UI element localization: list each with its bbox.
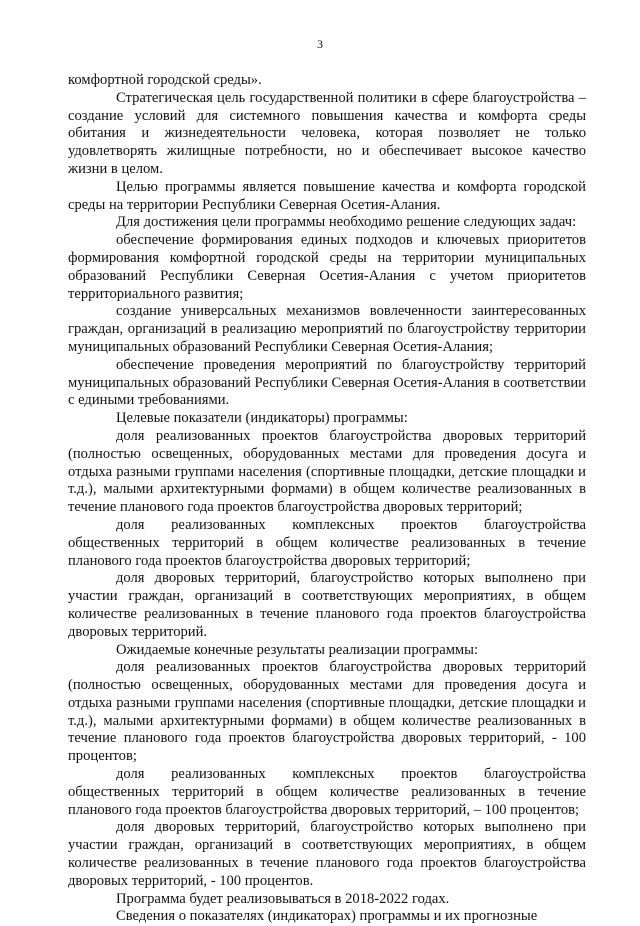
paragraph-task-1: обеспечение формирования единых подходов и ключевых приоритетов формирования комфортной городской среды на территории муниципальных образований Республики Северная Осетия-Алания с учетом приоритетов территориального развития; [68,232,586,302]
paragraph-indicator-3: доля дворовых территорий, благоустройство которых выполнено при участии граждан, организаций в соответствующих мероприятиях, в общем количестве реализованных в течение планового года проектов благоустройства дворовых территорий. [68,570,586,640]
page-number: 3 [317,37,323,51]
paragraph-result-2: доля реализованных комплексных проектов благоустройства общественных территорий в общем количестве реализованных в течение планового года проектов благоустройства дворовых территорий, – 100 процентов; [68,766,586,818]
paragraph-continuation: комфортной городской среды». [68,72,262,88]
paragraph-program-goal: Целью программы является повышение качества и комфорта городской среды на территории Республики Северная Осетия-Алания. [68,178,586,213]
paragraph-tasks-intro: Для достижения цели программы необходимо решение следующих задач: [116,214,577,231]
paragraph-result-3: доля дворовых территорий, благоустройство которых выполнено при участии граждан, организаций в соответствующих мероприятиях, в общем количестве реализованных в течение планового года проектов благоустройства дворовых территорий, - 100 процентов. [68,819,586,889]
paragraph-indicator-1: доля реализованных проектов благоустройства дворовых территорий (полностью освещенных, оборудованных местами для проведения досуга и отдыха разными группами населения (спортивные площадки, детские площадки и т.д.), малыми архитектурными формами) в общем количестве реализованных в течение планового года проектов благоустройства дворовых территорий; [68,427,586,516]
paragraph-period: Программа будет реализовываться в 2018-2022 годах. [116,890,450,907]
paragraph-result-1: доля реализованных проектов благоустройства дворовых территорий (полностью освещенных, оборудованных местами для проведения досуга и отдыха разными группами населения (спортивные площадки, детские площадки и т.д.), малыми архитектурными формами) в общем количестве реализованных в течение планового года проектов благоустройства дворовых территорий, - 100 процентов; [68,659,586,765]
paragraph-strategic-goal: Стратегическая цель государственной политики в сфере благоустройства – создание условий для системного повышения качества и комфорта среды обитания и жизнедеятельности человека, которая позволяет не только удовлетворять жилищные потребности, но и обеспечивает высокое качество жизни в целом. [68,89,586,177]
paragraph-task-3: обеспечение проведения мероприятий по благоустройству территорий муниципальных образований Республики Северная Осетия-Алания в соответствии с едиными требованиями. [68,356,586,409]
paragraph-indicator-2: доля реализованных комплексных проектов благоустройства общественных территорий в общем количестве реализованных в течение планового года проектов благоустройства дворовых территорий; [68,516,586,569]
paragraph-indicators-info: Сведения о показателях (индикаторах) программы и их прогнозные [116,908,538,925]
paragraph-task-2: создание универсальных механизмов вовлеченности заинтересованных граждан, организаций в реализацию мероприятий по благоустройству территории муниципальных образований Республики Северная Осетия-Алания; [68,303,586,355]
paragraph-indicators-intro: Целевые показатели (индикаторы) программы: [116,410,408,427]
body-text [68,72,586,926]
paragraph-results-intro: Ожидаемые конечные результаты реализации программы: [116,641,479,658]
